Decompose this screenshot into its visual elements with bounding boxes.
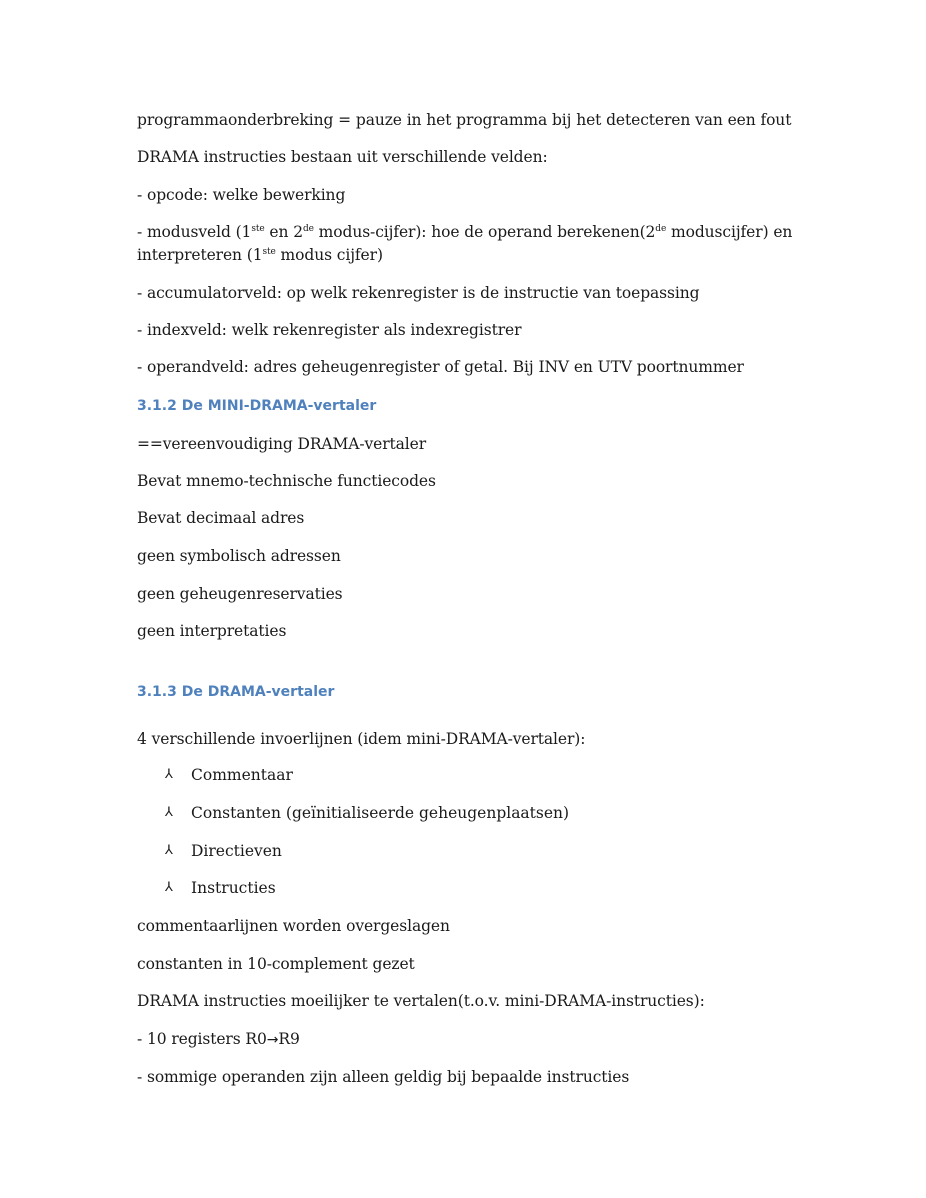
text-run: - modusveld (1 [137,223,252,241]
tri-arrow-icon: ⅄ [165,880,173,895]
paragraph-operands: - sommige operanden zijn alleen geldig bij bepaalde instructies [137,1068,630,1086]
section-312-line: geen interpretaties [137,622,287,640]
superscript: de [302,224,314,234]
section-heading-3-1-3: 3.1.3 De DRAMA-vertaler [137,684,335,700]
tri-arrow-icon: ⅄ [165,767,173,782]
list-item-label: Commentaar [191,766,293,784]
tri-arrow-icon: ⅄ [165,843,173,858]
tri-arrow-icon: ⅄ [165,805,173,820]
text-run: R9 [278,1030,300,1048]
paragraph-accumulatorveld: - accumulatorveld: op welk rekenregister is de instructie van toepassing [137,284,700,302]
list-item-label: Constanten (geïnitialiseerde geheugenplaatsen) [191,804,570,822]
paragraph-operandveld: - operandveld: adres geheugenregister of getal. Bij INV en UTV poortnummer [137,358,744,376]
paragraph-indexveld: - indexveld: welk rekenregister als indexregistrer [137,321,522,339]
section-313-line: commentaarlijnen worden overgeslagen [137,917,450,935]
list-item-label: Directieven [191,842,282,860]
text-run: interpreteren (1 [137,246,263,264]
superscript: ste [251,224,265,234]
paragraph-opcode: - opcode: welke bewerking [137,186,346,204]
paragraph-program-interrupt: programmaonderbreking = pauze in het programma bij het detecteren van een fout [137,111,792,129]
list-item [165,841,282,861]
text-run: moduscijfer) en [666,223,793,241]
section-312-line: Bevat mnemo-technische functiecodes [137,472,436,490]
section-313-line: constanten in 10-complement gezet [137,955,415,973]
paragraph-modusveld-line2 [137,245,383,265]
text-run: modus cijfer) [275,246,383,264]
superscript: de [655,224,667,234]
list-item-label: Instructies [191,879,276,897]
text-run: modus-cijfer): hoe de operand berekenen(2 [313,223,656,241]
paragraph-registers [137,1029,300,1050]
text-run: - 10 registers R0 [137,1030,267,1048]
section-312-line: geen symbolisch adressen [137,547,341,565]
section-313-intro: 4 verschillende invoerlijnen (idem mini-DRAMA-vertaler): [137,730,586,748]
right-arrow-icon: → [266,1032,279,1048]
superscript: ste [262,247,276,257]
section-312-line: geen geheugenreservaties [137,585,343,603]
section-heading-3-1-2: 3.1.2 De MINI-DRAMA-vertaler [137,398,377,414]
text-run: en 2 [264,223,303,241]
list-item [165,878,276,898]
list-item [165,765,293,785]
paragraph-modusveld-line1 [137,222,792,242]
section-312-line: ==vereenvoudiging DRAMA-vertaler [137,435,427,453]
list-item [165,803,569,823]
paragraph-fields-intro: DRAMA instructies bestaan uit verschillende velden: [137,148,548,166]
section-313-line: DRAMA instructies moeilijker te vertalen(t.o.v. mini-DRAMA-instructies): [137,992,705,1010]
section-312-line: Bevat decimaal adres [137,509,305,527]
